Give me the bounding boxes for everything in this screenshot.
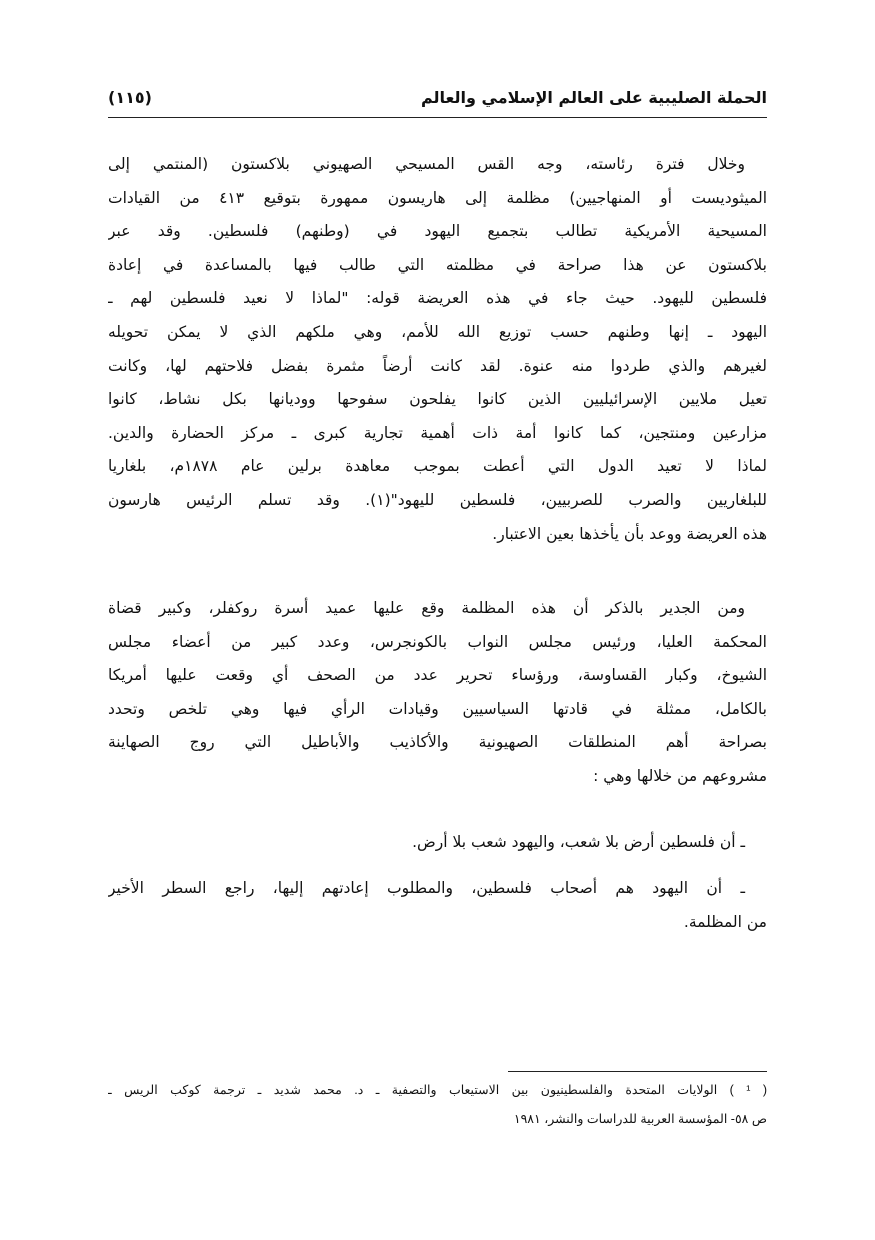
text-line: هذه العريضة ووعد بأن يأخذها بعين الاعتبار. (492, 524, 767, 543)
bullet-1 (108, 826, 767, 860)
text-line: لغيرهم والذي طردوا منه عنوة. لقد كانت أرضاً مثمرة بفضل فلاحتهم لها، وكانت (108, 356, 767, 375)
running-header (108, 86, 767, 116)
text-line: المحكمة العليا، ورئيس مجلس النواب بالكونجرس، وعدد كبير من أعضاء مجلس (108, 632, 767, 651)
text-line: بصراحة أهم المنطلقات الصهيونية والأكاذيب والأباطيل التي روج الصهاينة (108, 733, 767, 752)
header-divider (108, 117, 767, 118)
text-line: بالكامل، ممثلة في قادتها السياسيين وقيادات الرأي فيها وهي تلخص وتحدد (108, 699, 767, 718)
text-line: ـ أن فلسطين أرض بلا شعب، واليهود شعب بلا أرض. (412, 833, 745, 851)
text-line: لماذا لا تعيد الدول التي أعطت بموجب معاهدة برلين عام ١٨٧٨م، بلغاريا (108, 457, 767, 476)
text-line: المسيحية الأمريكية تطالب بتجميع اليهود في (وطنهم) فلسطين. وقد عبر (108, 222, 767, 241)
paragraph-2 (108, 592, 767, 794)
text-line: مزارعين ومنتجين، كما كانوا أمة ذات أهمية تجارية كبرى ـ مركز الحضارة والدين. (108, 423, 767, 442)
text-line: من المظلمة. (683, 912, 767, 931)
text-line: ـ أن اليهود هم أصحاب فلسطين، والمطلوب إعادتهم إليها، راجع السطر الأخير (108, 879, 745, 897)
text-line: اليهود ـ إنها وطنهم حسب توزيع الله للأمم، وهي ملكهم الذي لا يمكن تحويله (108, 322, 767, 341)
text-line: تعيل ملايين الإسرائيليين الذين كانوا يفلحون سفوحها ووديانها بكل نشاط، كانوا (108, 390, 767, 409)
text-line: ومن الجدير بالذكر أن هذه المظلمة وقع عليها عميد أسرة روكفلر، وكبير قضاة (108, 599, 745, 617)
footnote (108, 1076, 767, 1134)
running-title: الحملة الصليبية على العالم الإسلامي والعالم (420, 88, 767, 107)
paragraph-1 (108, 148, 767, 551)
text-line: مشروعهم من خلالها وهي : (593, 766, 767, 785)
text-line: ص ٥٨- المؤسسة العربية للدراسات والنشر، ١٩٨١ (513, 1112, 767, 1126)
bullet-2 (108, 872, 767, 939)
text-line: بلاكستون عن هذا صراحة في مظلمته التي طالب فيها بالمساعدة في إعادة (108, 255, 767, 274)
text-line: الميثوديست أو المنهاجيين) مظلمة إلى هاريسون ممهورة بتوقيع ٤١٣ من القيادات (108, 188, 767, 207)
text-line: وخلال فترة رئاسته، وجه القس المسيحي الصهيوني بلاكستون (المنتمي إلى (108, 155, 745, 173)
text-line: فلسطين لليهود. حيث جاء في هذه العريضة قوله: "لماذا لا نعيد فلسطين لهم ـ (108, 289, 767, 308)
footnote-divider (508, 1071, 767, 1072)
text-line: للبلغاريين والصرب للصربيين، فلسطين لليهود"(١). وقد تسلم الرئيس هارسون (108, 490, 767, 509)
page-number: (١١٥) (108, 88, 152, 107)
text-line: الشيوخ، وكبار القساوسة، ورؤساء تحرير عدد من الصحف أي وقعت عليها أمريكا (108, 666, 767, 685)
text-line: ( ¹ ) الولايات المتحدة والفلسطينيون بين الاستيعاب والتصفية ـ د. محمد شديد ـ ترجمة كوكب الريس ـ (108, 1083, 767, 1097)
